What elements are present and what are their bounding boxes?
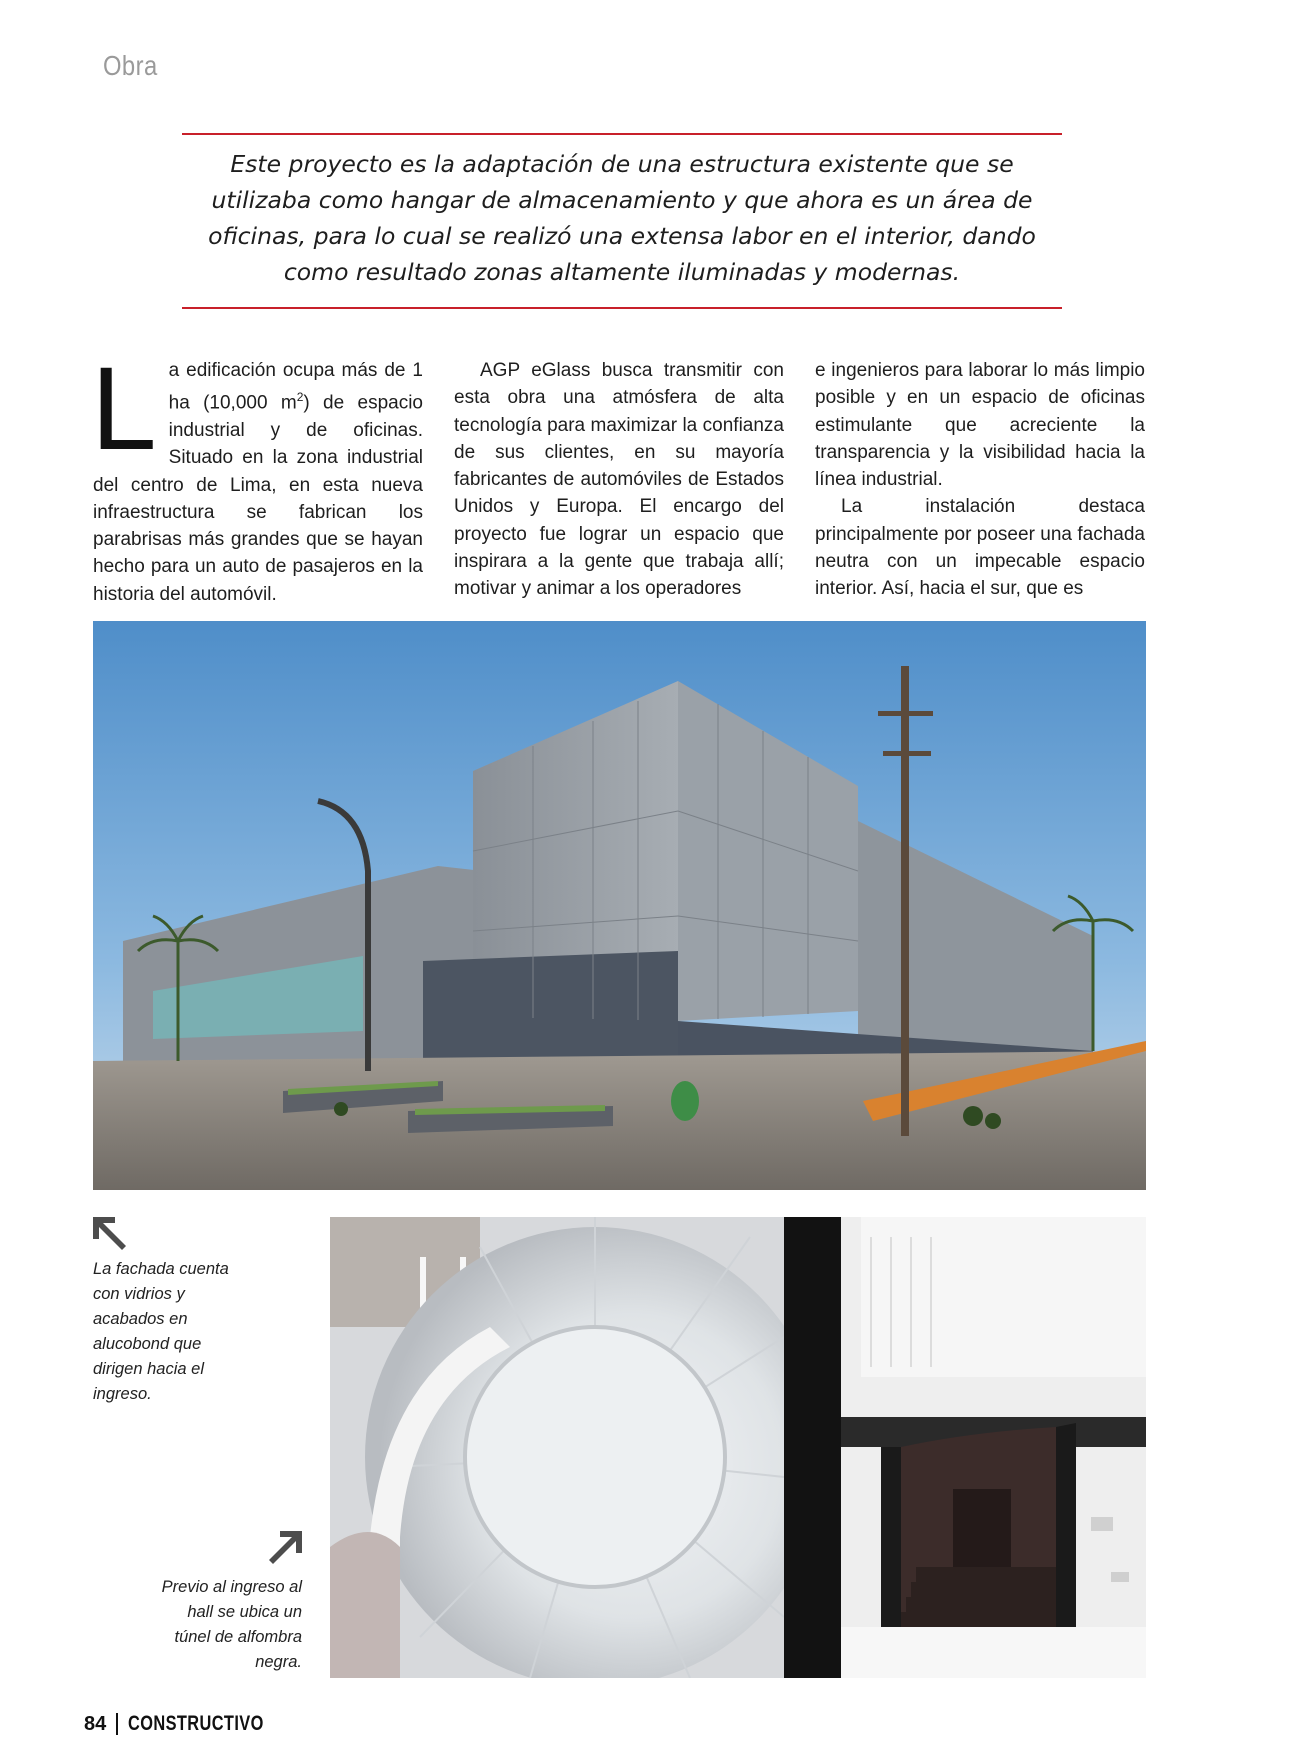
footer-separator [116, 1713, 118, 1735]
arrow-up-right-icon [268, 1531, 302, 1565]
pullquote: Este proyecto es la adaptación de una estructura existente que se utilizaba como hangar de almacenamiento y que ahora es un área de oficinas, para lo cual se realizó una extensa labor en el interior, dando como resultado zonas altamente iluminadas y modernas. [208, 150, 1036, 286]
facade-photo [93, 621, 1146, 1190]
article-column-1 [91, 343, 423, 608]
column-1-text-a: a edificación ocupa más de 1 ha (10,000 m [168, 360, 423, 414]
article-column-2 [454, 357, 784, 603]
pullquote-top-rule [182, 133, 1062, 135]
article-column-3 [815, 357, 1145, 603]
staircase-photo [330, 1217, 784, 1678]
arrow-up-left-icon [93, 1217, 127, 1251]
column-2-text: AGP eGlass busca transmitir con esta obra una atmósfera de alta tecnología para maximizar la confianza de sus clientes, en su mayoría fabricantes de automóviles de Estados Unidos y Europa. El encargo del proyecto fue lograr un espacio que inspirara a la gente que trabaja allí; motivar y animar a los operadores [454, 360, 784, 600]
section-label: Obra [103, 50, 158, 81]
column-1-text-b: ) de espacio industrial y de oficinas. Situado en la zona industrial del centro de Lima, en esta nueva infraestructura se fabrican los parabrisas más grandes que se hayan hecho para un auto de pasajeros en la historia del automóvil. [93, 392, 423, 605]
photo-divider [784, 1217, 841, 1678]
column-3-paragraph-1: e ingenieros para laborar lo más limpio posible y en un espacio de oficinas estimulante que acreciente la transparencia y la visibilidad hacia la línea industrial. [815, 360, 1145, 491]
superscript-2: 2 [296, 390, 304, 405]
caption-tunnel: Previo al ingreso al hall se ubica un túnel de alfombra negra. [161, 1578, 302, 1671]
tunnel-photo [841, 1217, 1146, 1678]
column-3-paragraph-2: La instalación destaca principalmente por poseer una fachada neutra con un impecable espacio interior. Así, hacia el sur, que es [815, 496, 1145, 600]
pullquote-bottom-rule [182, 307, 1062, 309]
caption-facade: La fachada cuenta con vidrios y acabados en alucobond que dirigen hacia el ingreso. [93, 1260, 229, 1403]
page-footer [84, 1711, 302, 1737]
magazine-name: CONSTRUCTIVO [127, 1712, 264, 1735]
page-number: 84 [84, 1712, 107, 1735]
drop-cap: L [91, 343, 157, 475]
